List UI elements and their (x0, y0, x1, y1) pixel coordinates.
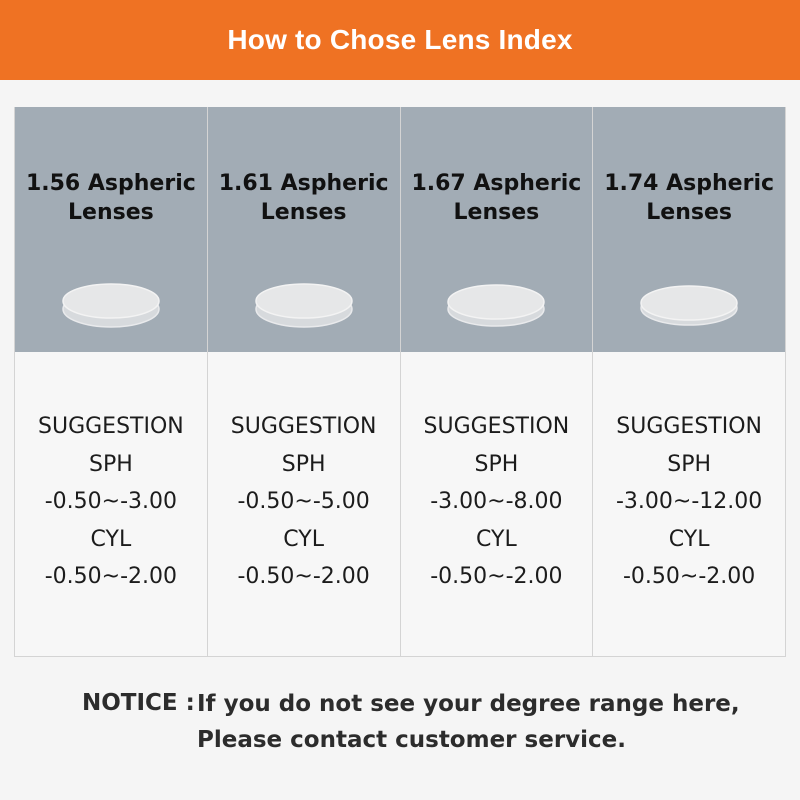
cyl-label: CYL (668, 526, 710, 552)
suggestion-label: SUGGESTION (423, 414, 570, 439)
sph-label: SPH (667, 451, 712, 477)
lens-column-1-61 (208, 107, 401, 657)
lens-icon (255, 283, 353, 329)
lens-title: 1.74 Aspheric Lenses (604, 171, 775, 225)
suggestion-label: SUGGESTION (38, 414, 184, 439)
lens-title: 1.56 Aspheric Lenses (25, 171, 196, 225)
cyl-range: -0.50~-2.00 (430, 564, 563, 590)
notice-label: NOTICE : (82, 690, 195, 716)
lens-icon (62, 283, 160, 329)
suggestion-label: SUGGESTION (230, 414, 377, 439)
lens-column-header (593, 107, 785, 352)
lens-column-1-56 (15, 107, 208, 657)
lens-icon (640, 283, 738, 329)
lens-suggestion (208, 352, 400, 657)
cyl-range: -0.50~-2.00 (622, 564, 756, 590)
lens-title: 1.67 Aspheric Lenses (411, 171, 582, 225)
lens-suggestion (401, 352, 593, 657)
sph-label: SPH (474, 451, 519, 477)
lens-icon (447, 283, 545, 329)
notice-line-1: If you do not see your degree range here, (197, 691, 740, 717)
lens-suggestion (593, 352, 785, 657)
cyl-label: CYL (90, 526, 132, 552)
sph-range: -3.00~-12.00 (615, 489, 763, 515)
sph-range: -0.50~-3.00 (44, 489, 178, 515)
cyl-range: -0.50~-2.00 (44, 564, 178, 590)
cyl-label: CYL (476, 526, 517, 552)
suggestion-label: SUGGESTION (616, 414, 762, 439)
sph-label: SPH (88, 451, 133, 477)
sph-range: -0.50~-5.00 (237, 489, 370, 515)
lens-suggestion (15, 352, 207, 657)
cyl-range: -0.50~-2.00 (237, 564, 370, 590)
lens-column-header (208, 107, 400, 352)
lens-column-1-74 (593, 107, 786, 657)
sph-range: -3.00~-8.00 (430, 489, 563, 515)
lens-index-table (14, 107, 786, 657)
cyl-label: CYL (283, 526, 324, 552)
lens-column-header (15, 107, 207, 352)
lens-title: 1.61 Aspheric Lenses (218, 171, 389, 225)
header-banner (0, 0, 800, 80)
sph-label: SPH (281, 451, 326, 477)
notice-line-2: Please contact customer service. (197, 727, 627, 753)
lens-column-1-67 (401, 107, 594, 657)
page-title: How to Chose Lens Index (227, 24, 573, 55)
lens-column-header (401, 107, 593, 352)
